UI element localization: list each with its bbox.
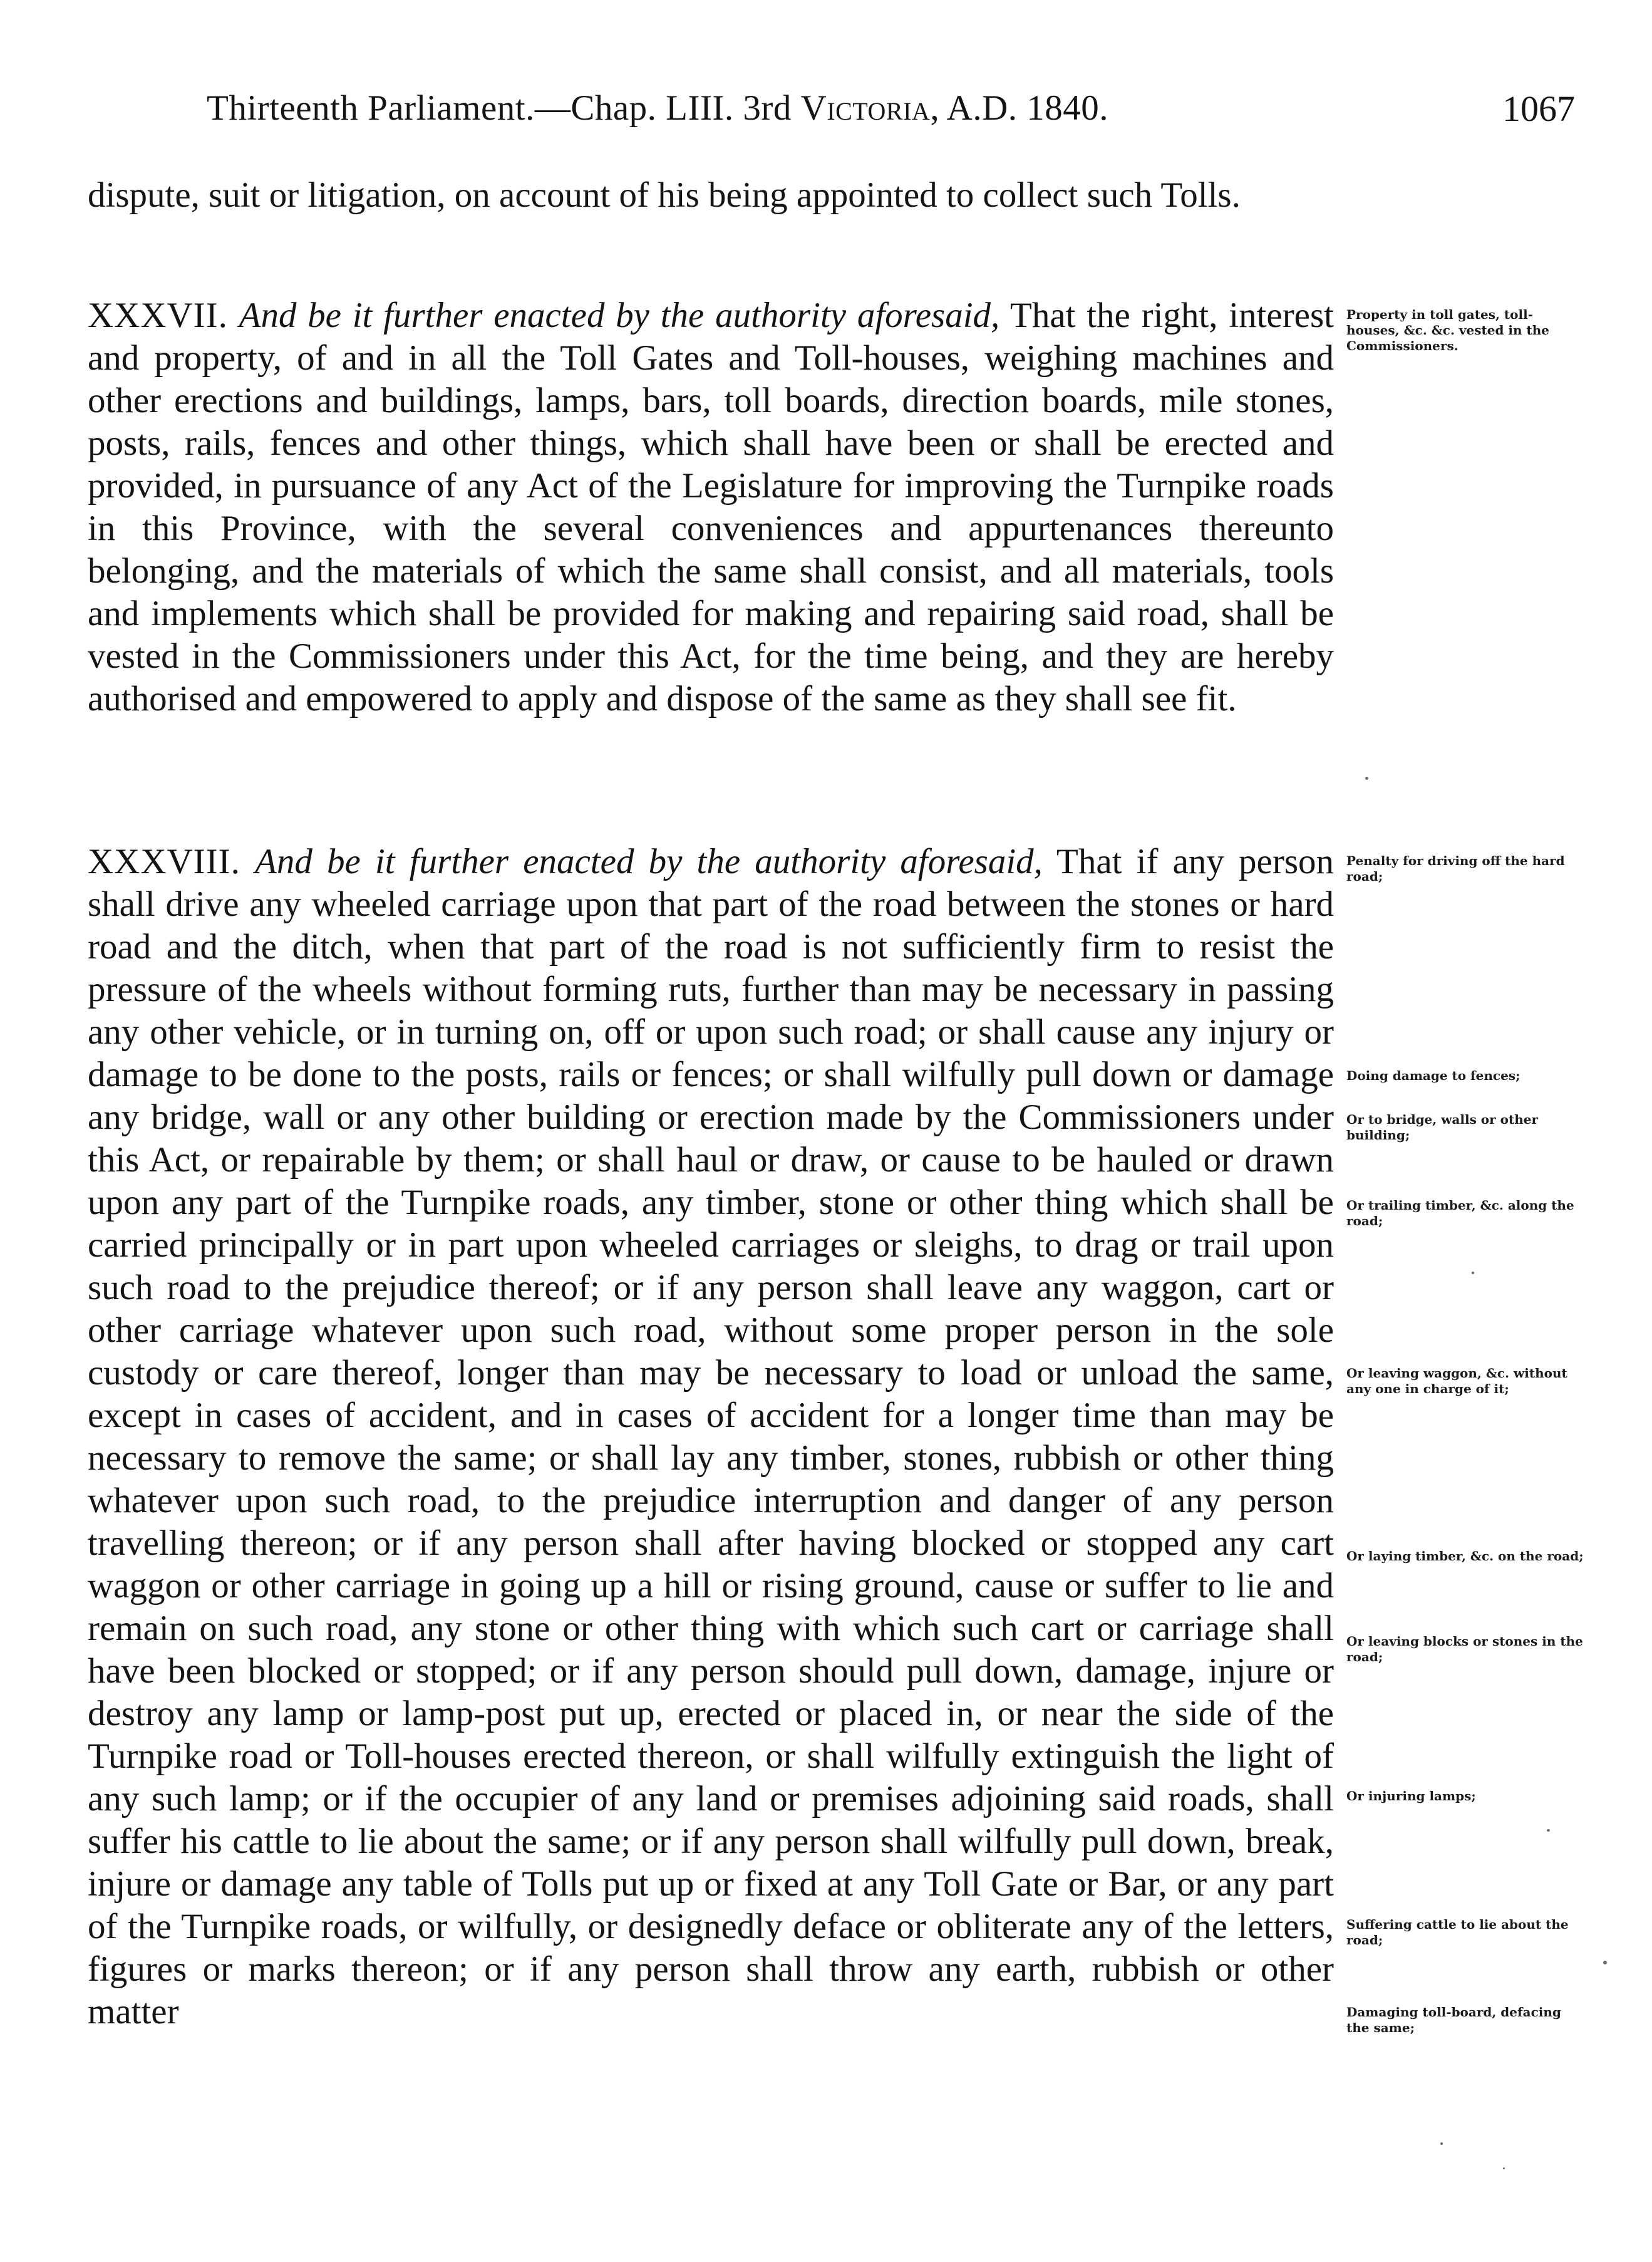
header-title-victoria: Victoria [800,88,931,128]
margin-note-fences: Doing damage to fences; [1346,1068,1520,1083]
margin-note-toll-board: Damaging toll-board, defacing the same; [1346,2005,1561,2035]
continuation-text: dispute, suit or litigation, on account of his being appointed to collect such Tolls. [88,175,1241,215]
margin-note-laying-timber: Or laying timber, &c. on the road; [1346,1549,1584,1564]
scan-speck [1603,1961,1607,1964]
margin-note-leaving-waggon: Or leaving waggon, &c. without any one in charge of it; [1346,1366,1567,1396]
header-title-suffix: , A.D. 1840. [930,88,1108,128]
header-title-prefix: Thirteenth Parliament.—Chap. LIII. 3rd [207,88,801,128]
section-38 [88,841,1334,2033]
scan-speck [1472,1272,1474,1274]
scan-speck [1365,777,1368,780]
margin-note-property: Property in toll gates, toll-houses, &c. &c. vested in the Commissioners. [1346,307,1550,353]
margin-note-hard-road: Penalty for driving off the hard road; [1346,853,1565,884]
section-38-number: XXXVIII. [88,842,240,881]
section-37-paragraph [88,294,1334,720]
margin-note-bridge: Or to bridge, walls or other building; [1346,1112,1539,1143]
header-title [207,88,1108,128]
scan-speck [1503,2167,1505,2169]
section-37-text: That the right, interest and property, of and in all the Toll Gates and Toll-houses, weighing machines and other erections and buildings, lamps, bars, toll boards, direction boards, mile stones, posts, rails, fences and other things, which shall have been or shall be erected and provided, in pursuance of any Act of the Legislature for improving the Turnpike roads in this Province, with the several conveniences and appurtenances thereunto belonging, and the materials of which the same shall consist, and all materials, tools and implements which shall be provided for making and repairing said road, shall be vested in the Commissioners under this Act, for the time being, and they are hereby authorised and empowered to apply and dispose of the same as they shall see fit. [88,296,1334,719]
margin-note-trailing-timber: Or trailing timber, &c. along the road; [1346,1198,1574,1228]
margin-note-blocks-stones: Or leaving blocks or stones in the road; [1346,1634,1583,1664]
page-number: 1067 [1502,88,1575,129]
scan-speck [1440,2142,1443,2145]
scan-speck [1547,1829,1550,1832]
section-38-text: That if any person shall drive any wheeled carriage upon that part of the road between the stones or hard road and the ditch, when that part of the road is not sufficiently firm to resist the pressure of the wheels without forming ruts, further than may be necessary in passing any other vehicle, or in turning on, off or upon such road; or shall cause any injury or damage to be done to the posts, rails or fences; or shall wilfully pull down or damage any bridge, wall or any other building or erection made by the Commissioners under this Act, or repairable by them; or shall haul or draw, or cause to be hauled or drawn upon any part of the Turnpike roads, any timber, stone or other thing which shall be carried principally or in part upon wheeled carriages or sleighs, to drag or trail upon such road to the prejudice thereof; or if any person shall leave any waggon, cart or other carriage whatever upon such road, without some proper person in the sole custody or care thereof, longer than may be necessary to load or unload the same, except in cases of accident, and in cases of accident for a longer time than may be necessary to remove the same; or shall lay any timber, stones, rubbish or other thing whatever upon such road, to the prejudice interruption and danger of any person travelling thereon; or if any person shall after having blocked or stopped any cart waggon or other carriage in going up a hill or rising ground, cause or suffer to lie and remain on such road, any stone or other thing with which such cart or carriage shall have been blocked or stopped; or if any person should pull down, damage, injure or destroy any lamp or lamp-post put up, erected or placed in, or near the side of the Turnpike road or Toll-houses erected thereon, or shall wilfully extinguish the light of any such lamp; or if the occupier of any land or premises adjoining said roads, shall suffer his cattle to lie about the same; or if any person shall wilfully pull down, break, injure or damage any table of Tolls put up or fixed at any Toll Gate or Bar, or any part of the Turnpike roads, or wilfully, or designedly deface or obliterate any of the letters, figures or marks thereon; or if any person shall throw any earth, rubbish or other matter [88,842,1335,2031]
margin-note-cattle: Suffering cattle to lie about the road; [1346,1917,1569,1948]
margin-note-lamps: Or injuring lamps; [1346,1788,1476,1803]
section-37-enacting-clause: And be it further enacted by the authority aforesaid, [239,296,1000,335]
section-38-paragraph [88,841,1334,2033]
section-37-number: XXXVII. [88,296,228,335]
paragraph-continuation [88,174,1334,217]
running-header [207,88,1575,138]
section-37 [88,294,1334,720]
section-38-enacting-clause: And be it further enacted by the authority aforesaid, [255,842,1043,881]
